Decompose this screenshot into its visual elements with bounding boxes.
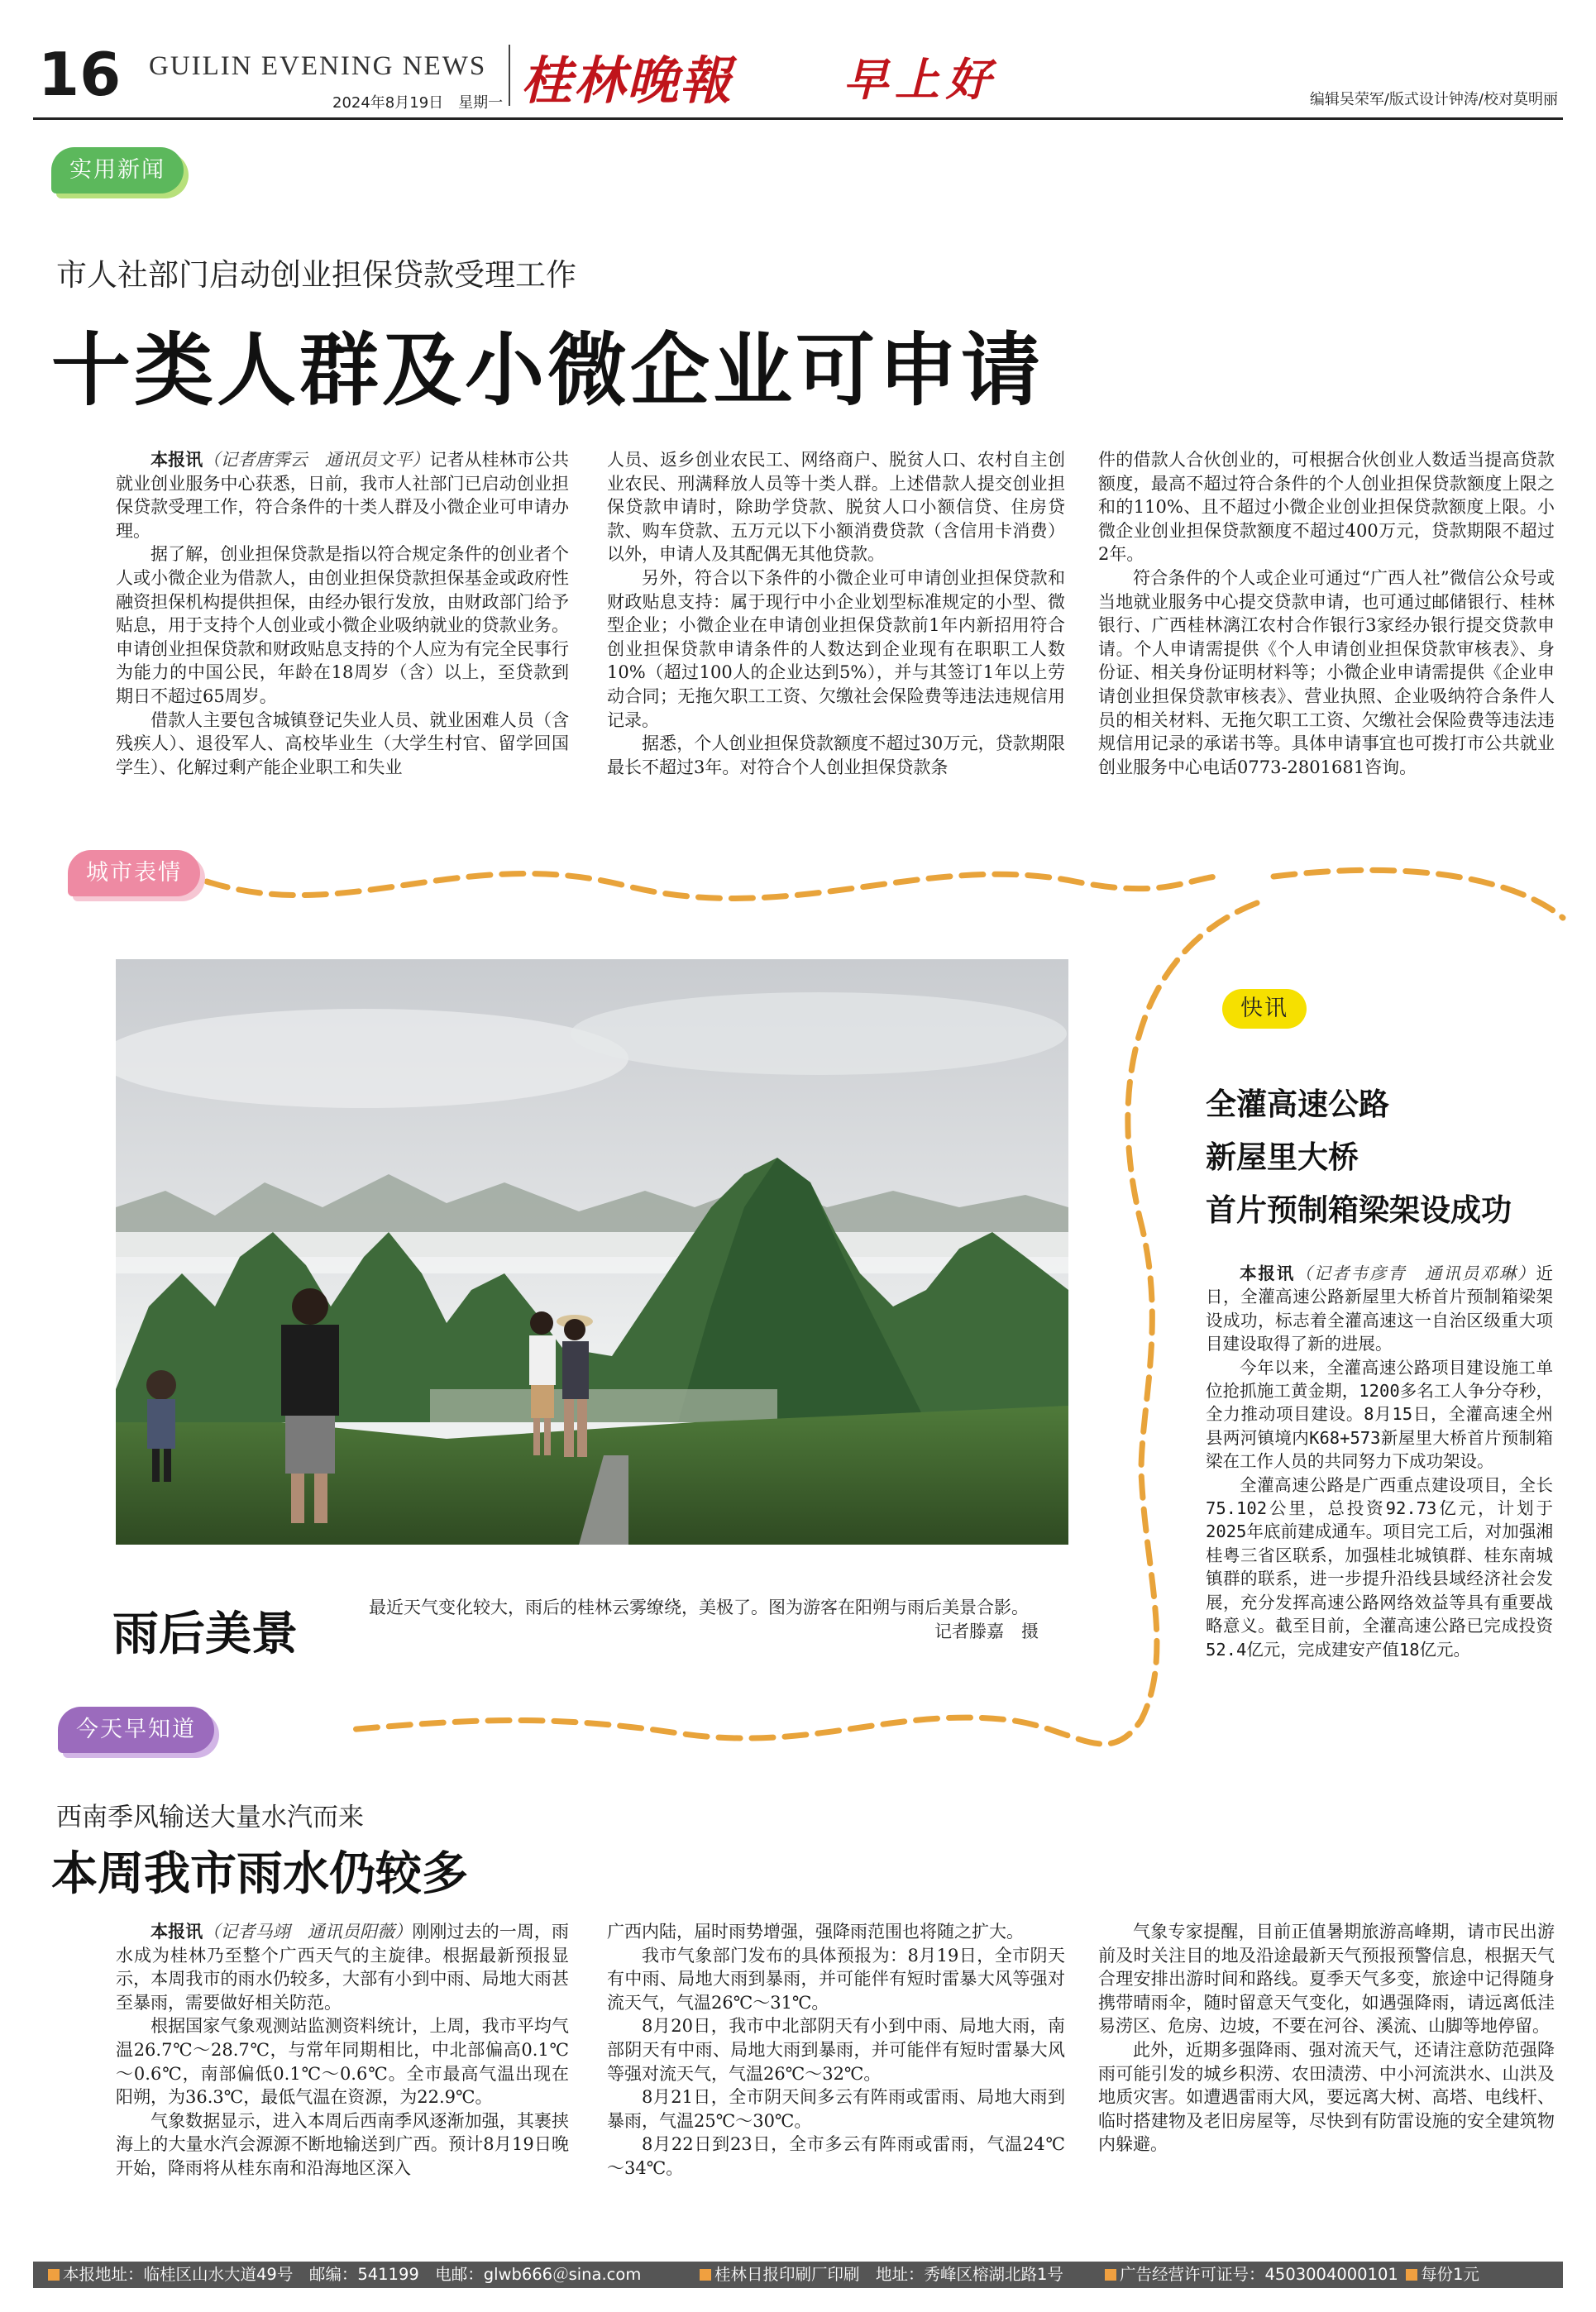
footer-price: 每份1元 [1406, 2262, 1479, 2288]
editor-credits: 编辑吴荣军/版式设计钟涛/校对莫明丽 [1309, 91, 1558, 108]
section-tag-practical-news: 实用新闻 [51, 147, 184, 193]
paragraph: 全灌高速公路是广西重点建设项目，全长75.102公里，总投资92.73亿元，计划于2025年底前建成通车。项目完工后，对加强湘桂粤三省区联系，加强桂北城镇群、桂东南城镇群的联系，进一步提升沿线县域经济社会发展，充分发挥高速公路网络效益等具有重要战略意义。截至目前，全灌高速公路已完成投资52.4亿元，完成建安产值18亿元。 [1206, 1474, 1553, 1660]
byline-label: 本报讯 [151, 1922, 203, 1942]
landscape-photo [116, 959, 1068, 1545]
bullet-square-icon [48, 2269, 60, 2281]
paragraph: 气象专家提醒，目前正值暑期旅游高峰期，请市民出游前及时关注目的地及沿途最新天气预报预警信息，根据天气合理安排出游时间和路线。夏季天气多变，旅途中记得随身携带晴雨伞，随时留意天气变化，如遇强降雨，请远离低洼易涝区、危房、边坡，不要在河谷、溪流、山脚等地停留。 [1098, 1922, 1555, 2037]
brief-body [1206, 1262, 1553, 1661]
paragraph: 8月22日到23日，全市多云有阵雨或雷雨，气温24℃～34℃。 [607, 2134, 1065, 2178]
issue-date: 2024年8月19日 星期一 [332, 94, 504, 112]
paragraph: 气象数据显示，进入本周后西南季风逐渐加强，其裹挟海上的大量水汽会源源不断地输送到广西。预计8月19日晚开始，降雨将从桂东南和沿海地区深入 [116, 2110, 569, 2178]
bullet-square-icon [1406, 2269, 1417, 2281]
bullet-square-icon [700, 2269, 711, 2281]
brief-headline-line: 首片预制箱梁架设成功 [1206, 1192, 1512, 1228]
brief-headline-line: 全灌高速公路 [1206, 1087, 1389, 1122]
weather-headline: 本周我市雨水仍较多 [51, 1847, 468, 1901]
weather-column-2 [607, 1920, 1065, 2181]
page-number: 16 [38, 40, 122, 109]
paragraph: 借款人主要包含城镇登记失业人员、就业困难人员（含残疾人）、退役军人、高校毕业生（大学生村官、留学回国学生）、化解过剩产能企业职工和失业 [116, 709, 569, 777]
photo-credit: 记者滕嘉 摄 [934, 1622, 1039, 1641]
paragraph: 8月21日，全市阴天间多云有阵雨或雷雨、局地大雨到暴雨，气温25℃～30℃。 [607, 2087, 1065, 2131]
paper-logo: 桂林晚報 [521, 50, 733, 111]
paragraph: 8月20日，我市中北部阴天有小到中雨、局地大雨，南部阴天有中雨、局地大雨到暴雨，并可能伴有短时雷暴大风等强对流天气，气温26℃～32℃。 [607, 2016, 1065, 2084]
paragraph: 近日，全灌高速公路新屋里大桥首片预制箱梁架设成功，标志着全灌高速这一自治区级重大项目建设取得了新的进展。 [1206, 1263, 1553, 1354]
section-tag-city-expression: 城市表情 [68, 850, 200, 896]
lead-column-3 [1098, 448, 1555, 779]
paragraph: 人员、返乡创业农民工、网络商户、脱贫人口、农村自主创业农民、刑满释放人员等十类人群。上述借款人提交创业担保贷款申请时，除助学贷款、脱贫人口小额信贷、住房贷款、购车贷款、五万元以下小额消费贷款（含信用卡消费）以外，申请人及其配偶无其他贷款。 [607, 450, 1065, 565]
paragraph: 今年以来，全灌高速公路项目建设施工单位抢抓施工黄金期，1200多名工人争分夺秒，全力推动项目建设。8月15日，全灌高速全州县两河镇境内K68+573新屋里大桥首片预制箱梁在工作人员的共同努力下成功架设。 [1206, 1357, 1553, 1472]
paragraph: 根据国家气象观测站监测资料统计，上周，我市平均气温26.7℃～28.7℃，与常年同期相比，中北部偏高0.1℃～0.6℃，南部偏低0.1℃～0.6℃。全市最高气温出现在阳朔，为36.3℃，最低气温在资源，为22.9℃。 [116, 2016, 569, 2108]
brief-headline-line: 新屋里大桥 [1206, 1139, 1359, 1175]
weather-column-1 [116, 1920, 569, 2181]
footer-license: 广告经营许可证号：4503004000101 [1105, 2262, 1398, 2288]
paragraph: 据悉，个人创业担保贷款额度不超过30万元，贷款期限最长不超过3年。对符合个人创业担保贷款条 [607, 733, 1065, 777]
weather-kicker: 西南季风输送大量水汽而来 [56, 1803, 364, 1832]
photo-title: 雨后美景 [112, 1607, 298, 1661]
paragraph: 记者从桂林市公共就业创业服务中心获悉，日前，我市人社部门已启动创业担保贷款受理工作，符合条件的十类人群及小微企业可申请办理。 [116, 450, 570, 541]
paragraph: 另外，符合以下条件的小微企业可申请创业担保贷款和财政贴息支持：属于现行中小企业划型标准规定的小型、微型企业；小微企业在申请创业担保贷款前1年内新招用符合创业担保贷款申请条件的人数达到企业现有在职职工人数10%（超过100人的企业达到5%），并与其签订1年以上劳动合同；无拖欠职工工资、欠缴社会保险费等违法违规信用记录。 [607, 567, 1065, 730]
paragraph: 件的借款人合伙创业的，可根据合伙创业人数适当提高贷款额度，最高不超过符合条件的个人创业担保贷款额度上限之和的110%、且不超过小微企业创业担保贷款额度上限。小微企业创业担保贷款额度不超过400万元，贷款期限不超过2年。 [1098, 450, 1555, 565]
paragraph: 此外，近期多强降雨、强对流天气，还请注意防范强降雨可能引发的城乡积涝、农田渍涝、中小河流洪水、山洪及地质灾害。如遭遇雷雨大风，要远离大树、高塔、电线杆、临时搭建物及老旧房屋等，尽快到有防雷设施的安全建筑物内躲避。 [1098, 2039, 1555, 2155]
lead-column-2 [607, 448, 1065, 779]
caption-text: 最近天气变化较大，雨后的桂林云雾缭绕，美极了。图为游客在阳朔与雨后美景合影。 [369, 1598, 1029, 1617]
lead-headline: 十类人群及小微企业可申请 [51, 324, 1044, 417]
section-tag-quick-news: 快讯 [1222, 989, 1307, 1029]
bullet-square-icon [1105, 2269, 1116, 2281]
byline-reporter: （记者唐霁云 通讯员文平） [203, 450, 430, 470]
edition-logo: 早上好 [843, 53, 997, 106]
paragraph: 刚刚过去的一周，雨水成为桂林乃至整个广西天气的主旋律。根据最新预报显示，本周我市的雨水仍较多，大部有小到中雨、局地大雨甚至暴雨，需要做好相关防范。 [116, 1922, 570, 2013]
weather-column-3 [1098, 1920, 1555, 2157]
paragraph: 广西内陆，届时雨势增强，强降雨范围也将随之扩大。 [607, 1922, 1024, 1942]
footer-address: 本报地址：临桂区山水大道49号 邮编：541199 电邮：glwb666＠sina.com [48, 2262, 641, 2288]
lead-column-1 [116, 448, 569, 779]
byline-label: 本报讯 [151, 450, 203, 470]
paragraph: 符合条件的个人或企业可通过“广西人社”微信公众号或当地就业服务中心提交贷款申请，也可通过邮储银行、桂林银行、广西桂林漓江农村合作银行3家经办银行提交贷款申请。个人申请需提供《个人申请创业担保贷款审核表》、身份证、相关身份证明材料等；小微企业申请需提供《企业申请创业担保贷款审核表》、营业执照、企业吸纳符合条件人员的相关材料、无拖欠职工工资、欠缴社会保险费等违法违规信用记录的承诺书等。具体申请事宜也可拨打市公共就业创业服务中心电话0773-2801681咨询。 [1098, 567, 1555, 777]
footer-printer: 桂林日报印刷厂印刷 地址：秀峰区榕湖北路1号 [700, 2262, 1063, 2288]
byline-reporter: （记者韦彦青 通讯员邓琳） [1295, 1263, 1536, 1283]
byline-reporter: （记者马翊 通讯员阳薇） [203, 1922, 413, 1942]
english-paper-name: GUILIN EVENING NEWS [149, 51, 487, 81]
brief-headline [1206, 1078, 1512, 1237]
byline-label: 本报讯 [1240, 1263, 1296, 1283]
paragraph: 据了解，创业担保贷款是指以符合规定条件的创业者个人或小微企业为借款人，由创业担保贷款担保基金或政府性融资担保机构提供担保，由经办银行发放，由财政部门给予贴息，用于支持个人创业或小微企业吸纳就业的贷款业务。申请创业担保贷款和财政贴息支持的个人应为有完全民事行为能力的中国公民，年龄在18周岁（含）以上，至贷款到期日不超过65周岁。 [116, 544, 569, 706]
paragraph: 我市气象部门发布的具体预报为：8月19日，全市阴天有中雨、局地大雨到暴雨，并可能伴有短时雷暴大风等强对流天气，气温26℃～31℃。 [607, 1945, 1065, 2013]
page-footer [33, 2262, 1563, 2288]
lead-kicker: 市人社部门启动创业担保贷款受理工作 [56, 257, 576, 293]
photo-caption [369, 1596, 1068, 1644]
section-tag-today-know: 今天早知道 [58, 1707, 214, 1753]
